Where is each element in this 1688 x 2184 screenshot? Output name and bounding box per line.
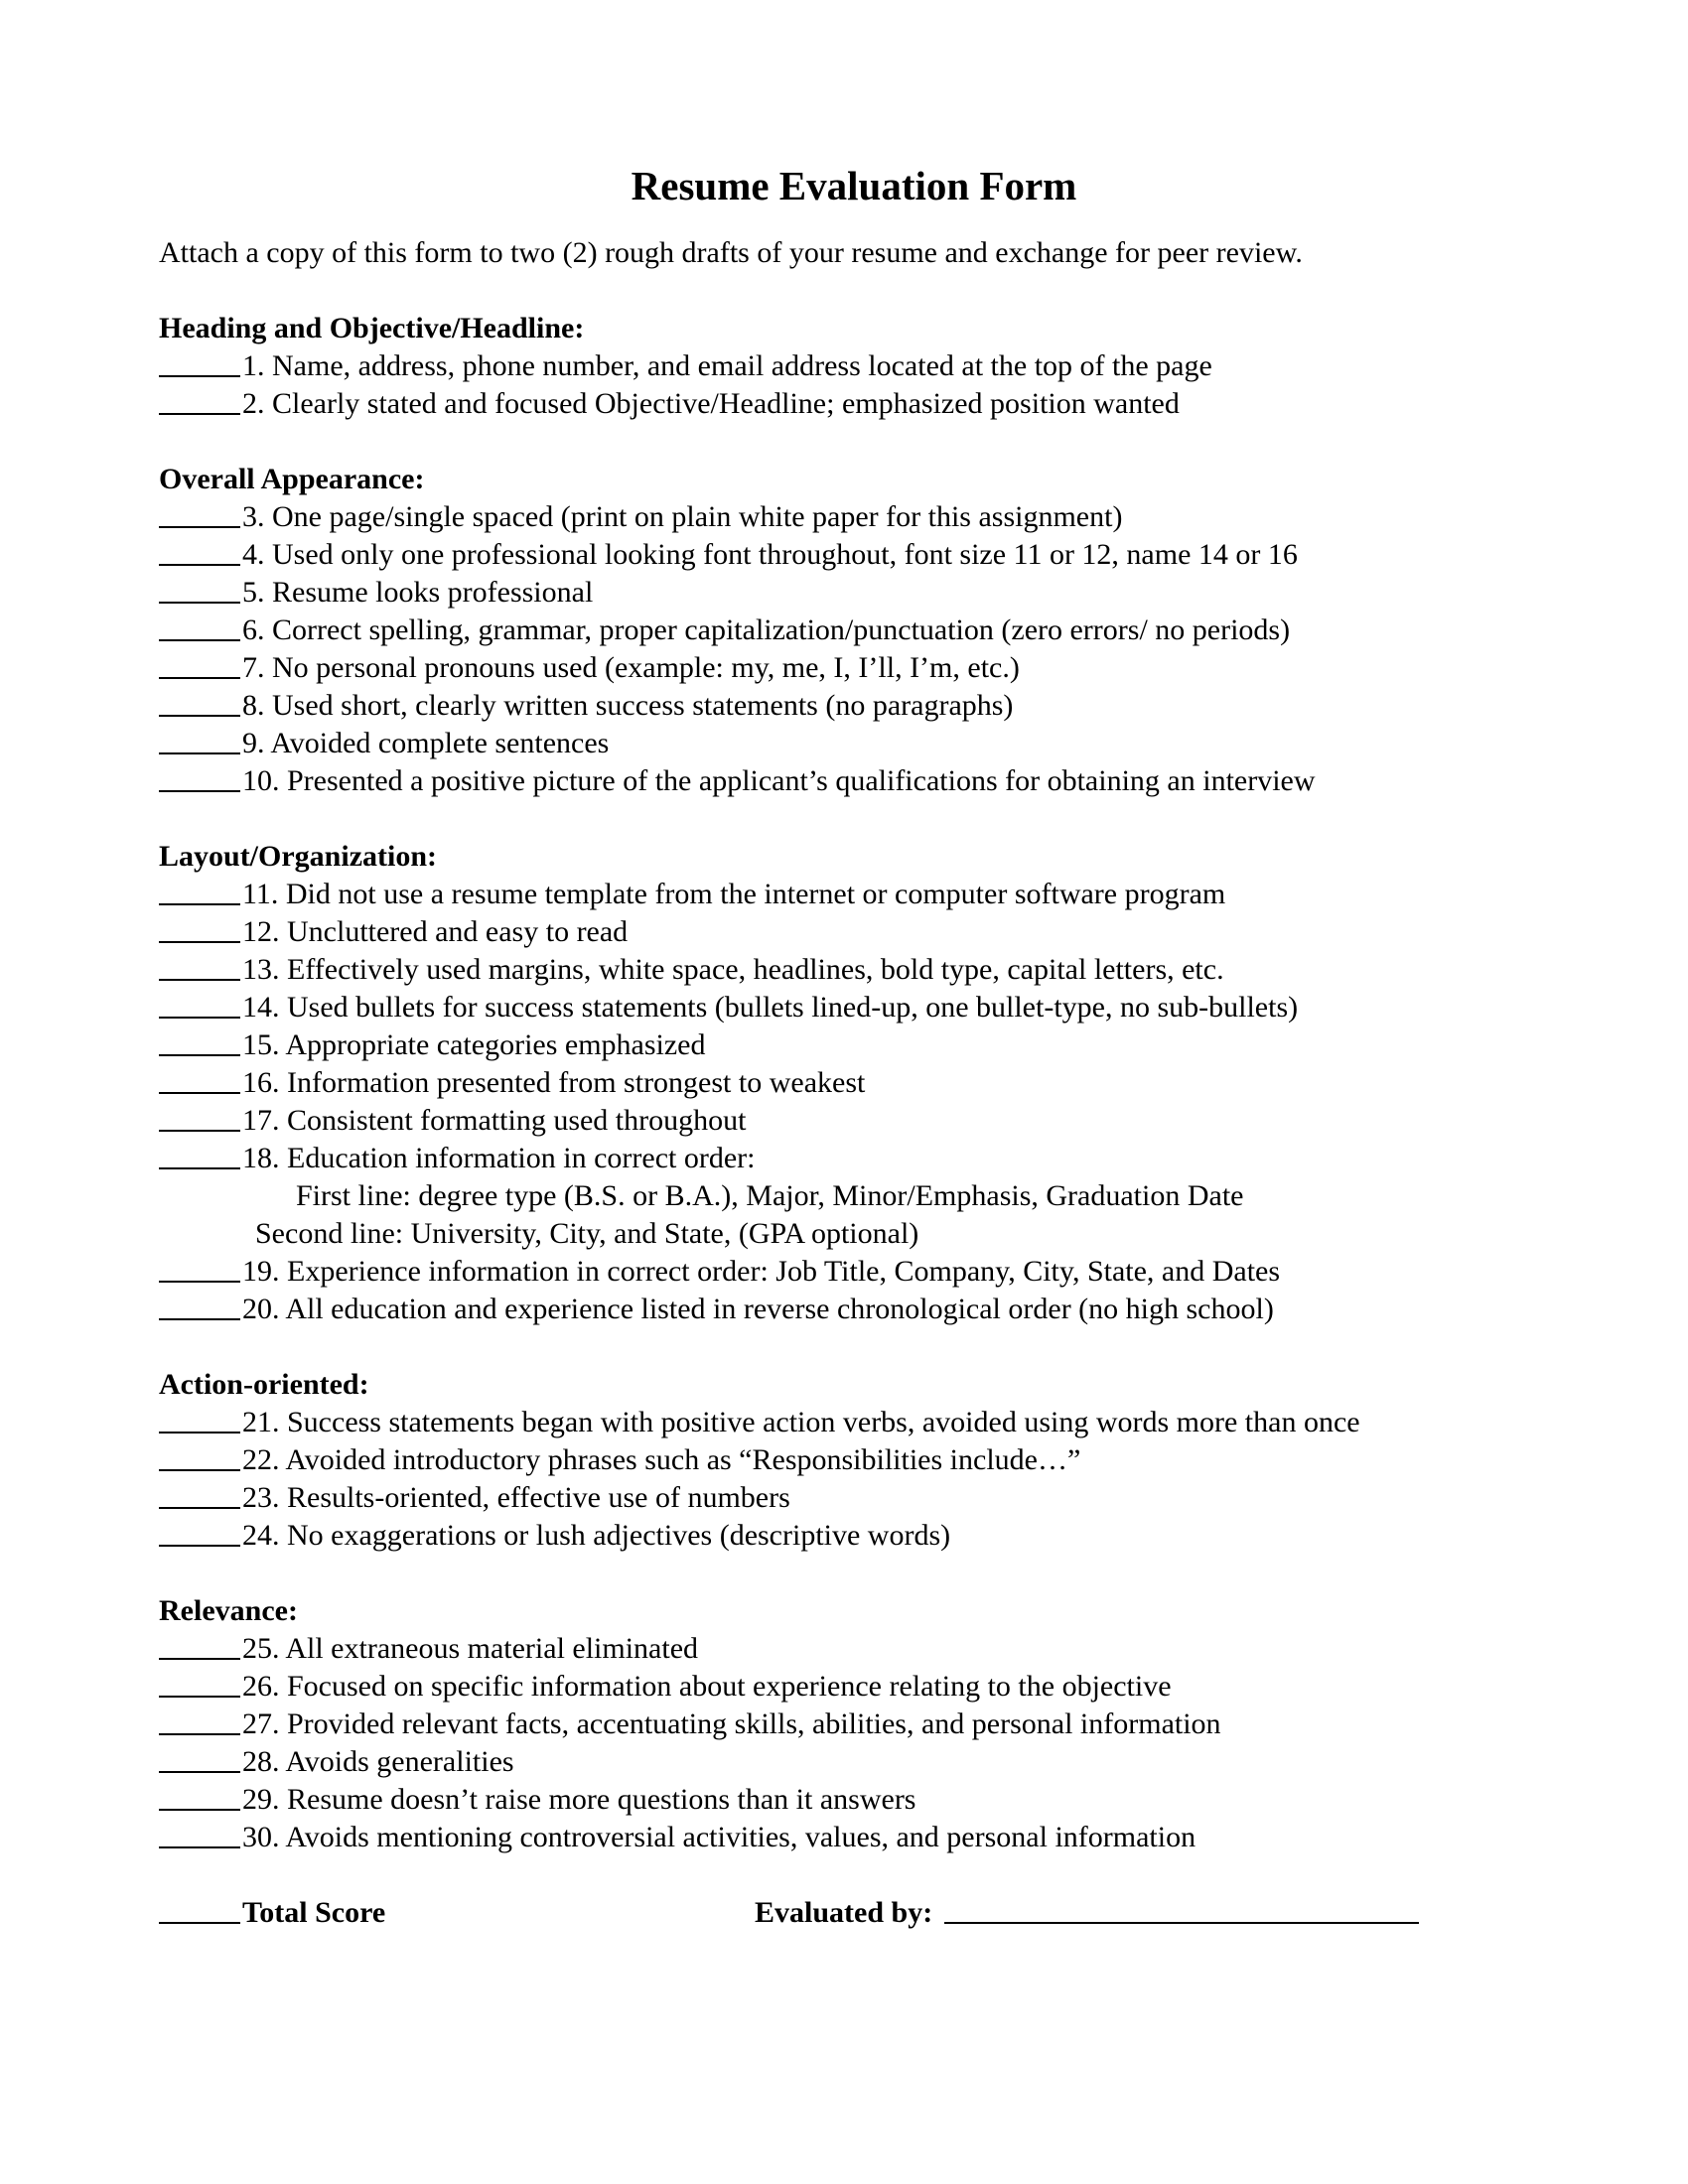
- checklist-item: 17. Consistent formatting used throughout: [159, 1102, 1549, 1140]
- score-blank[interactable]: [159, 498, 240, 528]
- score-blank[interactable]: [159, 1291, 240, 1320]
- score-blank[interactable]: [159, 1517, 240, 1547]
- score-blank[interactable]: [159, 1064, 240, 1094]
- checklist-item: 16. Information presented from strongest to weakest: [159, 1064, 1549, 1102]
- total-score-blank[interactable]: [159, 1894, 240, 1924]
- checklist-item: 9. Avoided complete sentences: [159, 725, 1549, 762]
- checklist-item: 7. No personal pronouns used (example: my, me, I, I’ll, I’m, etc.): [159, 649, 1549, 687]
- checklist-item: 27. Provided relevant facts, accentuating skills, abilities, and personal information: [159, 1706, 1549, 1743]
- intro-text: Attach a copy of this form to two (2) rough drafts of your resume and exchange for peer review.: [159, 236, 1303, 269]
- checklist-item: 25. All extraneous material eliminated: [159, 1630, 1549, 1668]
- score-blank[interactable]: [159, 1441, 240, 1471]
- checklist-item: 19. Experience information in correct order: Job Title, Company, City, State, and Dates: [159, 1253, 1549, 1291]
- score-blank[interactable]: [159, 1668, 240, 1698]
- score-blank[interactable]: [159, 385, 240, 415]
- checklist-item: 18. Education information in correct order:: [159, 1140, 1549, 1177]
- checklist-item: 14. Used bullets for success statements (bullets lined-up, one bullet-type, no sub-bullets): [159, 989, 1549, 1026]
- checklist-item: 12. Uncluttered and easy to read: [159, 913, 1549, 951]
- education-first-line: First line: degree type (B.S. or B.A.), Major, Minor/Emphasis, Graduation Date: [296, 1179, 1244, 1212]
- score-blank[interactable]: [159, 1102, 240, 1132]
- score-blank[interactable]: [159, 762, 240, 792]
- section-heading: Heading and Objective/Headline:: [159, 312, 585, 344]
- checklist-item: 21. Success statements began with positive action verbs, avoided using words more than once: [159, 1404, 1549, 1441]
- score-blank[interactable]: [159, 725, 240, 754]
- score-blank[interactable]: [159, 1140, 240, 1169]
- score-blank[interactable]: [159, 1743, 240, 1773]
- score-blank[interactable]: [159, 1819, 240, 1848]
- score-blank[interactable]: [159, 1026, 240, 1056]
- checklist-item: 15. Appropriate categories emphasized: [159, 1026, 1549, 1064]
- total-score: [159, 1894, 755, 1932]
- evaluator-signature-line[interactable]: [944, 1894, 1419, 1924]
- checklist-item: 30. Avoids mentioning controversial activities, values, and personal information: [159, 1819, 1549, 1856]
- score-blank[interactable]: [159, 876, 240, 905]
- score-blank[interactable]: [159, 347, 240, 377]
- section-heading: Overall Appearance:: [159, 463, 425, 495]
- form-page: [159, 159, 1549, 1932]
- checklist-item: 5. Resume looks professional: [159, 574, 1549, 612]
- score-blank[interactable]: [159, 1781, 240, 1811]
- checklist-item: 8. Used short, clearly written success statements (no paragraphs): [159, 687, 1549, 725]
- score-blank[interactable]: [159, 1479, 240, 1509]
- page-title: Resume Evaluation Form: [631, 163, 1077, 208]
- section-heading-objective: [159, 310, 1549, 423]
- checklist-item: 4. Used only one professional looking font throughout, font size 11 or 12, name 14 or 16: [159, 536, 1549, 574]
- checklist-item: 3. One page/single spaced (print on plain white paper for this assignment): [159, 498, 1549, 536]
- score-blank[interactable]: [159, 536, 240, 566]
- education-second-line: Second line: University, City, and State, (GPA optional): [255, 1217, 919, 1250]
- score-blank[interactable]: [159, 687, 240, 717]
- checklist-item: 22. Avoided introductory phrases such as “Responsibilities include…”: [159, 1441, 1549, 1479]
- checklist-item: 2. Clearly stated and focused Objective/Headline; emphasized position wanted: [159, 385, 1549, 423]
- section-overall-appearance: [159, 461, 1549, 800]
- checklist-item: 6. Correct spelling, grammar, proper capitalization/punctuation (zero errors/ no periods): [159, 612, 1549, 649]
- checklist-item: 26. Focused on specific information about experience relating to the objective: [159, 1668, 1549, 1706]
- score-blank[interactable]: [159, 574, 240, 604]
- checklist-item: 23. Results-oriented, effective use of numbers: [159, 1479, 1549, 1517]
- section-action-oriented: [159, 1366, 1549, 1555]
- total-score-label: Total Score: [242, 1896, 386, 1929]
- checklist-item: 20. All education and experience listed in reverse chronological order (no high school): [159, 1291, 1549, 1328]
- score-blank[interactable]: [159, 649, 240, 679]
- checklist-item: 10. Presented a positive picture of the applicant’s qualifications for obtaining an interview: [159, 762, 1549, 800]
- score-blank[interactable]: [159, 989, 240, 1019]
- evaluated-by-label: Evaluated by:: [755, 1896, 933, 1929]
- checklist-item: 24. No exaggerations or lush adjectives (descriptive words): [159, 1517, 1549, 1555]
- score-blank[interactable]: [159, 1630, 240, 1660]
- score-blank[interactable]: [159, 1706, 240, 1735]
- section-relevance: [159, 1592, 1549, 1856]
- section-layout-organization: [159, 838, 1549, 1328]
- score-blank[interactable]: [159, 1253, 240, 1283]
- score-blank[interactable]: [159, 1404, 240, 1433]
- section-heading: Relevance:: [159, 1594, 298, 1627]
- checklist-item: 1. Name, address, phone number, and email address located at the top of the page: [159, 347, 1549, 385]
- section-heading: Layout/Organization:: [159, 840, 438, 873]
- checklist-item: 29. Resume doesn’t raise more questions than it answers: [159, 1781, 1549, 1819]
- form-footer: [159, 1894, 1549, 1932]
- checklist-item: 11. Did not use a resume template from the internet or computer software program: [159, 876, 1549, 913]
- checklist-item: 13. Effectively used margins, white space, headlines, bold type, capital letters, etc.: [159, 951, 1549, 989]
- score-blank[interactable]: [159, 951, 240, 981]
- score-blank[interactable]: [159, 913, 240, 943]
- evaluated-by: [755, 1894, 1419, 1932]
- section-heading: Action-oriented:: [159, 1368, 369, 1401]
- score-blank[interactable]: [159, 612, 240, 641]
- checklist-item: 28. Avoids generalities: [159, 1743, 1549, 1781]
